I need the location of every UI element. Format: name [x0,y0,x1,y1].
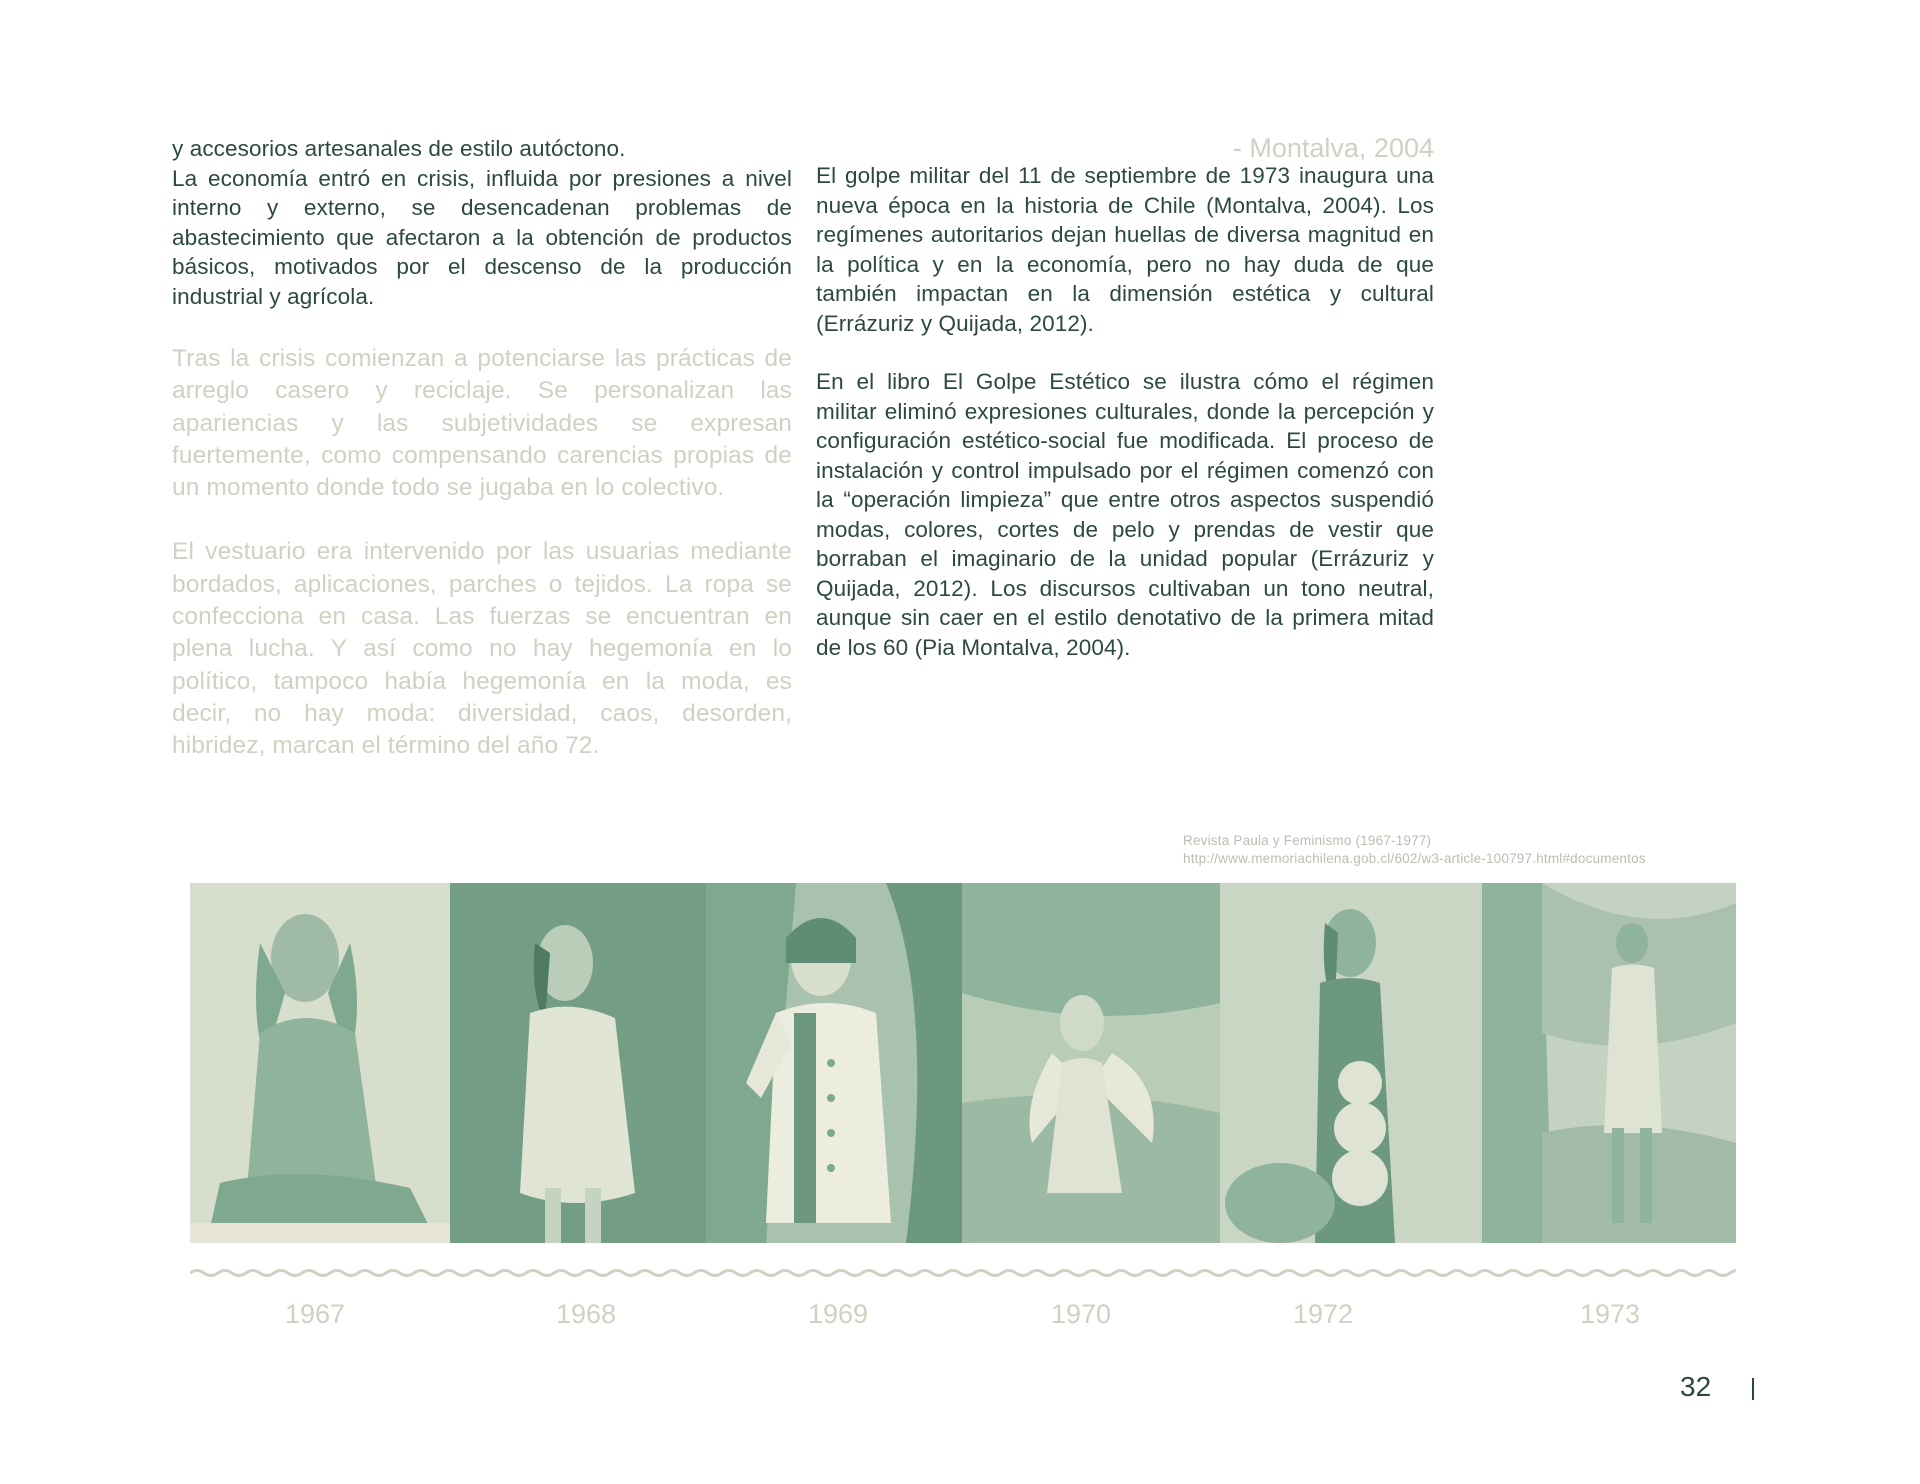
photo-strip [190,883,1736,1243]
image-credit [1183,832,1646,868]
coup-paragraph: El golpe militar del 11 de septiembre de 1973 inaugura una nueva época en la historia de Chile (Montalva, 2004). Los regímenes autoritarios dejan huellas de diversa magnitud en la política y en la economía, pero no hay duda de que también impactan en la dimensión estética y cultural (Errázuriz y Quijada, 2012). [816,163,1434,336]
page-number: 32 [1680,1371,1712,1402]
image-credit-url: http://www.memoriachilena.gob.cl/602/w3-article-100797.html#documentos [1183,851,1646,866]
image-credit-source: Revista Paula y Feminismo (1967-1977) [1183,833,1432,848]
left-text-column [172,134,792,763]
year-label: 1968 [555,1299,617,1329]
intro-line: y accesorios artesanales de estilo autóctono. [172,136,626,161]
home-recycling-paragraph: Tras la crisis comienzan a potenciarse las prácticas de arreglo casero y reciclaje. Se personalizan las apariencias y las subjetividades se expresan fuertemente, como compensando carencias propias de un momento donde todo se jugaba en lo colectivo. [172,345,792,502]
photo-1973 [1482,883,1736,1243]
year-label: 1970 [1050,1299,1112,1329]
economy-crisis-paragraph: La economía entró en crisis, influida por presiones a nivel interno y externo, se desencadenan problemas de abastecimiento que afectaron a la obtención de productos básicos, motivados por el descenso de la producción industrial y agrícola. [172,165,792,309]
golpe-estetico-paragraph: En el libro El Golpe Estético se ilustra cómo el régimen militar eliminó expresiones culturales, donde la percepción y configuración estético-social fue modificada. El proceso de instalación y control impulsado por el régimen comenzó con la “operación limpieza” que entre otros aspectos suspendió modas, colores, cortes de pelo y prendas de vestir que borraban el imaginario de la unidad popular (Errázuriz y Quijada, 2012). Los discursos cultivaban un tono neutral, aunque sin caer en el estilo denotativo de la primera mitad de los 60 (Pia Montalva, 2004). [816,369,1434,660]
photo-1972 [1220,883,1482,1243]
timeline-years [0,1298,1920,1338]
right-text-column [816,134,1434,662]
year-label: 1969 [807,1299,869,1329]
year-label: 1972 [1292,1299,1354,1329]
photo-1970 [962,883,1220,1243]
photo-1967 [190,883,450,1243]
photo-1968 [450,883,706,1243]
timeline-wave [190,1262,1736,1284]
year-label: 1973 [1579,1299,1641,1329]
quote-attribution: - Montalva, 2004 [1232,133,1434,163]
photo-1969 [706,883,962,1243]
clothing-intervention-paragraph: El vestuario era intervenido por las usuarias mediante bordados, aplicaciones, parches o tejidos. La ropa se confecciona en casa. Las fuerzas se encuentran en plena lucha. Y así como no hay hegemonía en lo político, tampoco había hegemonía en la moda, es decir, no hay moda: diversidad, caos, desorden, hibridez, marcan el término del año 72. [172,538,792,760]
page-number-divider [1752,1378,1754,1400]
year-label: 1967 [284,1299,346,1329]
